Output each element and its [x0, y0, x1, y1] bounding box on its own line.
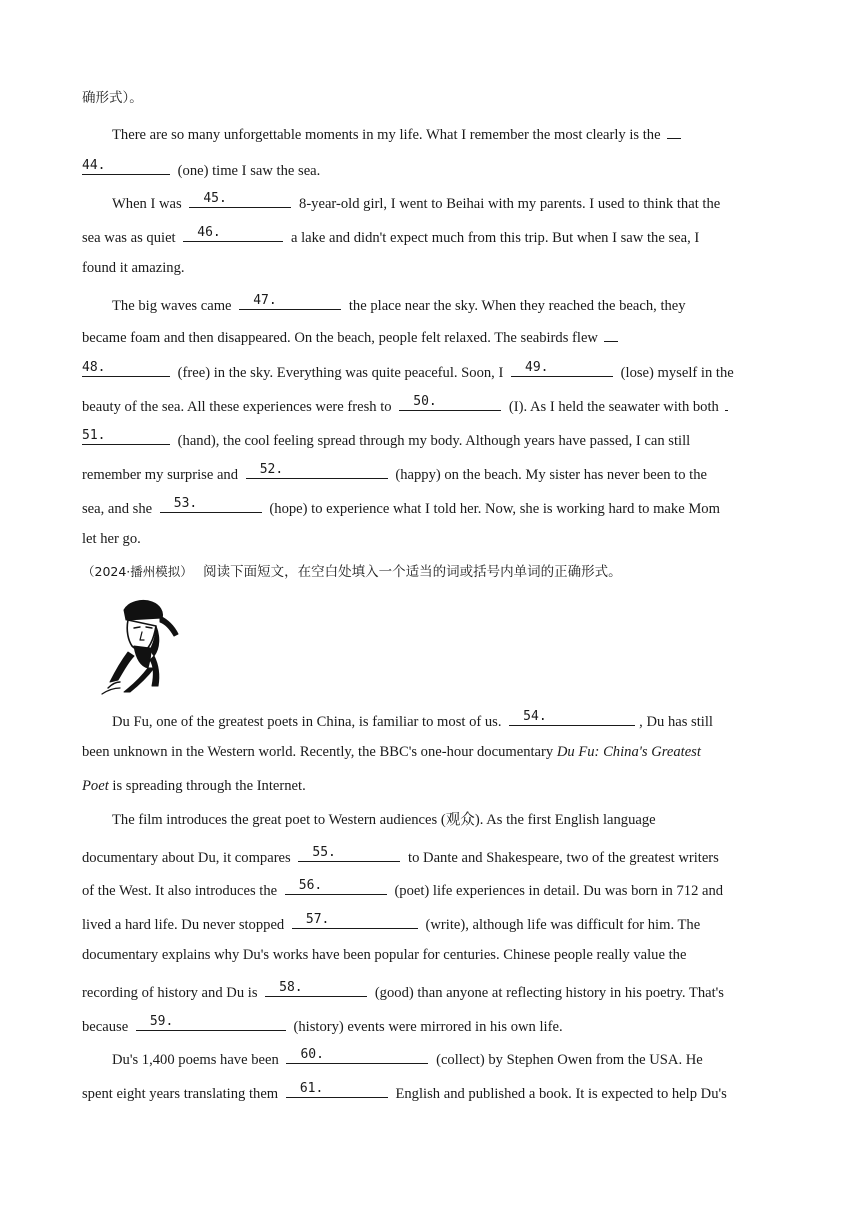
blank-49[interactable]: 49.	[511, 359, 613, 377]
header-fragment: 确形式）。	[82, 90, 143, 106]
source-tag: （2024·播州模拟）	[82, 564, 193, 579]
p2-line-10: because 59. (history) events were mirrored in his own life.	[82, 1014, 563, 1035]
p1-line-4: sea was as quiet 46. a lake and didn't expect much from this trip. But when I saw the sea, I	[82, 225, 700, 246]
p1-line-10: 51. (hand), the cool feeling spread through my body. Although years have passed, I can still	[82, 428, 691, 449]
p2-line-11: Du's 1,400 poems have been 60. (collect) by Stephen Owen from the USA. He	[112, 1047, 703, 1068]
p2-line-9: recording of history and Du is 58. (good) than anyone at reflecting history in his poetry. That's	[82, 980, 724, 1001]
blank-53[interactable]: 53.	[160, 495, 262, 513]
p1-line-12: sea, and she 53. (hope) to experience what I told her. Now, she is working hard to make Mom	[82, 496, 720, 517]
blank-48[interactable]: 48.	[82, 359, 170, 377]
p1-line-3: When I was 45. 8-year-old girl, I went to Beihai with my parents. I used to think that the	[112, 191, 721, 212]
blank-60[interactable]: 60.	[286, 1046, 428, 1064]
blank-tail	[725, 395, 728, 411]
blank-54[interactable]: 54.	[509, 708, 635, 726]
blank-tail	[667, 123, 681, 139]
p2-line-5: documentary about Du, it compares 55. to Dante and Shakespeare, two of the greatest writers	[82, 845, 719, 866]
p1-line-1: There are so many unforgettable moments in my life. What I remember the most clearly is the	[112, 123, 681, 145]
p2-line-7: lived a hard life. Du never stopped 57. (write), although life was difficult for him. The	[82, 912, 701, 933]
p2-line-2: been unknown in the Western world. Recently, the BBC's one-hour documentary Du Fu: China's Greatest	[82, 744, 701, 760]
p1-line-9: beauty of the sea. All these experiences were fresh to 50. (I). As I held the seawater with both	[82, 393, 728, 417]
p2-line-1: Du Fu, one of the greatest poets in China, is familiar to most of us. 54. , Du has still	[112, 709, 713, 730]
blank-47[interactable]: 47.	[239, 292, 341, 310]
p1-line-6: The big waves came 47. the place near the sky. When they reached the beach, they	[112, 293, 686, 314]
blank-56[interactable]: 56.	[285, 877, 387, 895]
p1-line-7: became foam and then disappeared. On the beach, people felt relaxed. The seabirds flew	[82, 326, 618, 348]
blank-58[interactable]: 58.	[265, 979, 367, 997]
p2-line-8: documentary explains why Du's works have been popular for centuries. Chinese people really value the	[82, 947, 687, 963]
instruction: 阅读下面短文，在空白处填入一个适当的词或括号内单词的正确形式。	[203, 564, 622, 580]
p2-line-3: Poet is spreading through the Internet.	[82, 778, 306, 794]
p1-line-11: remember my surprise and 52. (happy) on the beach. My sister has never been to the	[82, 462, 707, 483]
blank-44[interactable]: 44.	[82, 157, 170, 175]
blank-57[interactable]: 57.	[292, 911, 418, 929]
p1-line-2: 44. (one) time I saw the sea.	[82, 158, 321, 179]
blank-59[interactable]: 59.	[136, 1013, 286, 1031]
p2-line-12: spent eight years translating them 61. English and published a book. It is expected to help Du's	[82, 1081, 727, 1102]
blank-tail	[604, 326, 618, 342]
question-header	[82, 562, 622, 582]
blank-52[interactable]: 52.	[246, 461, 388, 479]
p2-line-6: of the West. It also introduces the 56. (poet) life experiences in detail. Du was born in 712 and	[82, 878, 724, 899]
blank-46[interactable]: 46.	[183, 224, 283, 242]
p1-line-8: 48. (free) in the sky. Everything was quite peaceful. Soon, I 49. (lose) myself in the	[82, 360, 734, 381]
p2-line-4: The film introduces the great poet to Western audiences (观众). As the first English language	[112, 812, 656, 828]
blank-51[interactable]: 51.	[82, 427, 170, 445]
du-fu-portrait-icon	[98, 596, 186, 696]
p1-line-13: let her go.	[82, 531, 141, 547]
p1-line-5: found it amazing.	[82, 260, 185, 276]
blank-61[interactable]: 61.	[286, 1080, 388, 1098]
blank-50[interactable]: 50.	[399, 393, 501, 411]
blank-45[interactable]: 45.	[189, 190, 291, 208]
blank-55[interactable]: 55.	[298, 844, 400, 862]
